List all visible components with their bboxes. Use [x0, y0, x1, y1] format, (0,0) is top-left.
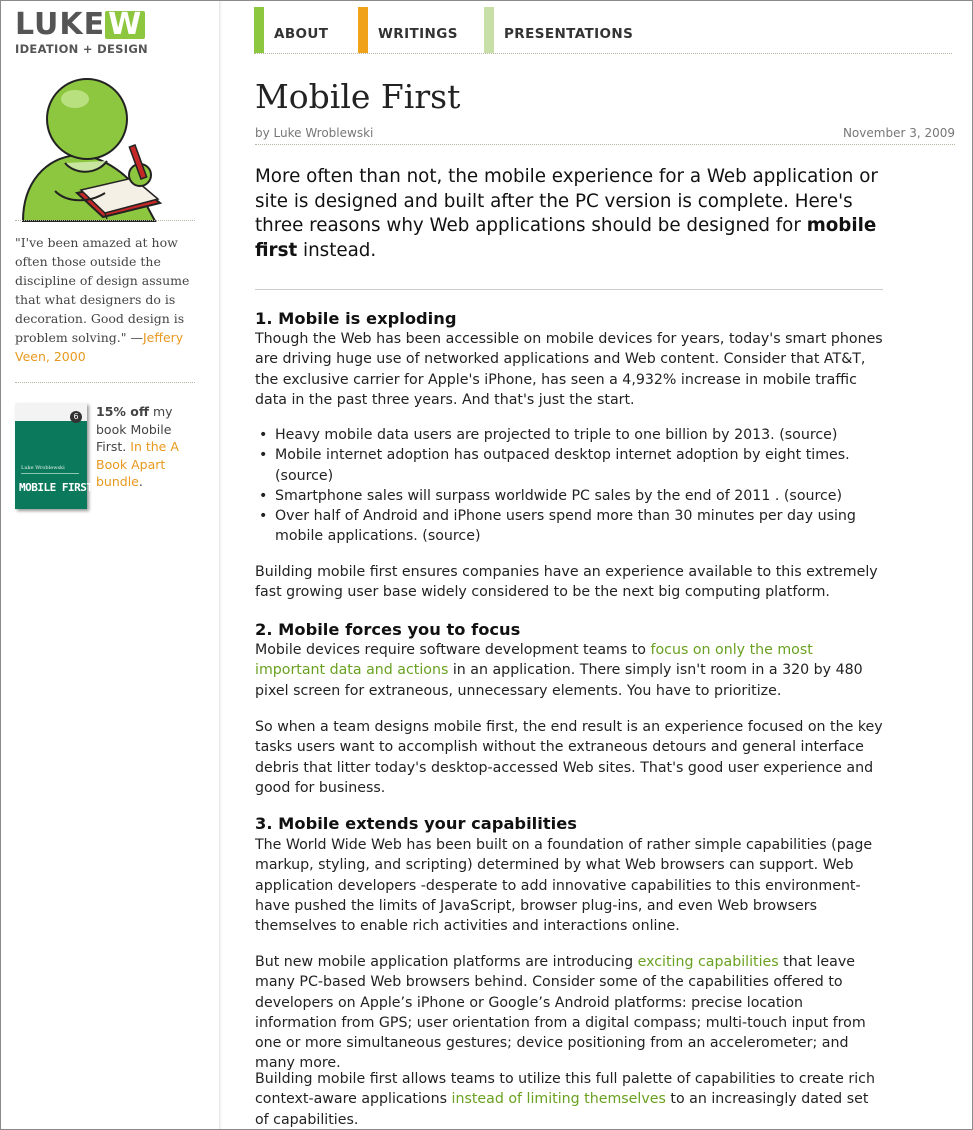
section-2-paragraph-2: So when a team designs mobile first, the end result is an experience focused on the key tasks users want to accomplish without the extraneous detours and general interface debris that litter today's desktop-accessed Web sites. That's good user experience and good for business.: [255, 719, 883, 796]
list-item: [255, 425, 883, 445]
tab-stripe: [254, 7, 264, 53]
statistics-list: [255, 425, 883, 547]
book-bundle-link[interactable]: In the A Book Apart bundle: [96, 439, 179, 489]
source-link[interactable]: source: [427, 528, 475, 545]
source-link[interactable]: source: [789, 487, 837, 504]
promo-text: [96, 403, 200, 491]
source-link[interactable]: source: [280, 467, 328, 484]
sidebar-shadow: [219, 1, 222, 1129]
section-2-paragraph-1: [255, 640, 883, 701]
tab-label: WRITINGS: [378, 26, 458, 42]
source-link[interactable]: source: [784, 427, 832, 443]
section-heading-2: 2. Mobile forces you to focus: [255, 620, 521, 639]
promo-body: my book Mobile First.: [96, 404, 173, 454]
paragraph-text: that leave many PC-based Web browsers behind. Consider some of the capabilities offered to developers on Apple’s iPhone or Google’s Android platforms: precise location information from GPS; user orientation from a digital compass; multi-touch input from one or more simultaneous gestures; device positioning from an accelerometer; and many more.: [255, 954, 866, 1072]
limiting-link[interactable]: instead of limiting themselves: [451, 1091, 666, 1108]
top-navigation: [254, 7, 952, 54]
logo-tagline: IDEATION + DESIGN: [15, 42, 148, 56]
section-heading-1: 1. Mobile is exploding: [255, 309, 457, 328]
mascot-illustration: [15, 63, 200, 227]
sidebar-divider: [15, 220, 195, 221]
list-item-text: Heavy mobile data users are projected to triple to one billion by 2013. (: [275, 427, 785, 443]
list-item: [255, 486, 883, 506]
list-item-end: ): [474, 528, 481, 545]
intro-text: More often than not, the mobile experience for a Web application or site is designed and built after the PC version is complete. Here's three reasons why Web applications should be designed for: [255, 166, 878, 236]
site-logo[interactable]: [15, 7, 148, 56]
tab-label: PRESENTATIONS: [504, 26, 634, 42]
book-number-badge: 6: [70, 411, 82, 423]
list-item-text: Mobile internet adoption has outpaced desktop internet adoption by eight times. (: [275, 447, 850, 484]
promo-discount: 15% off: [96, 404, 149, 419]
capabilities-link[interactable]: exciting capabilities: [637, 954, 779, 970]
article-title: Mobile First: [255, 77, 461, 116]
list-item: [255, 506, 883, 547]
nav-tab-writings[interactable]: [358, 7, 458, 53]
book-cover-title: MOBILE FIRST: [19, 481, 93, 494]
nav-tab-about[interactable]: [254, 7, 328, 53]
sidebar-divider: [15, 382, 195, 383]
section-heading-3: 3. Mobile extends your capabilities: [255, 814, 577, 833]
section-3-paragraph-1: The World Wide Web has been built on a foundation of rather simple capabilities (page markup, styling, and scripting) determined by what Web browsers can support. Web application developers -desperate to add innovative capabilities to this environment-have pushed the limits of JavaScript, browser plug-ins, and even Web browsers themselves to enable rich activities and interactions online.: [255, 837, 873, 935]
list-item-text: Over half of Android and iPhone users spend more than 30 minutes per day using mobile applications. (: [275, 508, 856, 545]
article-byline: [255, 126, 955, 145]
nav-tab-presentations[interactable]: [484, 7, 633, 53]
focus-link[interactable]: focus on only the most important data and actions: [255, 642, 813, 679]
paragraph-text: to an increasingly dated set of capabilities.: [255, 1091, 869, 1128]
tab-stripe: [484, 7, 494, 53]
list-item-text: Smartphone sales will surpass worldwide PC sales by the end of 2011 . (: [275, 487, 790, 504]
list-item-end: ): [831, 427, 838, 443]
section-3-paragraph-2: [255, 952, 883, 1074]
intro-text-end: instead.: [297, 239, 377, 261]
book-cover[interactable]: [15, 403, 93, 509]
paragraph-text: in an application. There simply isn't room in a 320 by 480 pixel screen for extraneous, unnecessary elements. You have to prioritize.: [255, 662, 863, 699]
sidebar: [1, 1, 220, 1129]
quote-text: "I've been amazed at how often those outside the discipline of design assume that what designers do is decoration. Good design is problem solving." —: [15, 235, 190, 345]
article-intro: [255, 165, 883, 263]
promo-end: .: [138, 474, 143, 489]
paragraph-text: Mobile devices require software development teams to: [255, 642, 651, 658]
section-3-paragraph-3: [255, 1069, 883, 1130]
quote-author-link[interactable]: Jeffery Veen, 2000: [15, 330, 184, 364]
logo-wordmark: LUKE W: [15, 11, 148, 39]
book-cover-author: Luke Wroblewski: [21, 465, 65, 471]
paragraph-text: But new mobile application platforms are introducing: [255, 954, 638, 970]
section-1-paragraph-2: Building mobile first ensures companies have an experience available to this extremely fast growing user base widely considered to be the next big computing platform.: [255, 564, 878, 601]
sidebar-quote: [15, 233, 195, 366]
article-date: November 3, 2009: [842, 126, 955, 140]
tab-stripe: [358, 7, 368, 53]
list-item-end: ): [327, 467, 334, 484]
article-author: by Luke Wroblewski: [255, 126, 374, 140]
paragraph-text: Building mobile first allows teams to utilize this full palette of capabilities to create rich context-aware applications: [255, 1071, 875, 1108]
section-1-paragraph-1: Though the Web has been accessible on mobile devices for years, today's smart phones are driving huge use of networked applications and Web content. Consider that AT&T, the exclusive carrier for Apple's iPhone, has seen a 4,932% increase in mobile traffic data in the past three years. And that's just the start.: [255, 331, 883, 408]
intro-emphasis: mobile first: [255, 215, 877, 261]
list-item: [255, 445, 883, 486]
intro-separator: [255, 289, 883, 290]
list-item-end: ): [836, 487, 843, 504]
tab-label: ABOUT: [274, 26, 329, 42]
